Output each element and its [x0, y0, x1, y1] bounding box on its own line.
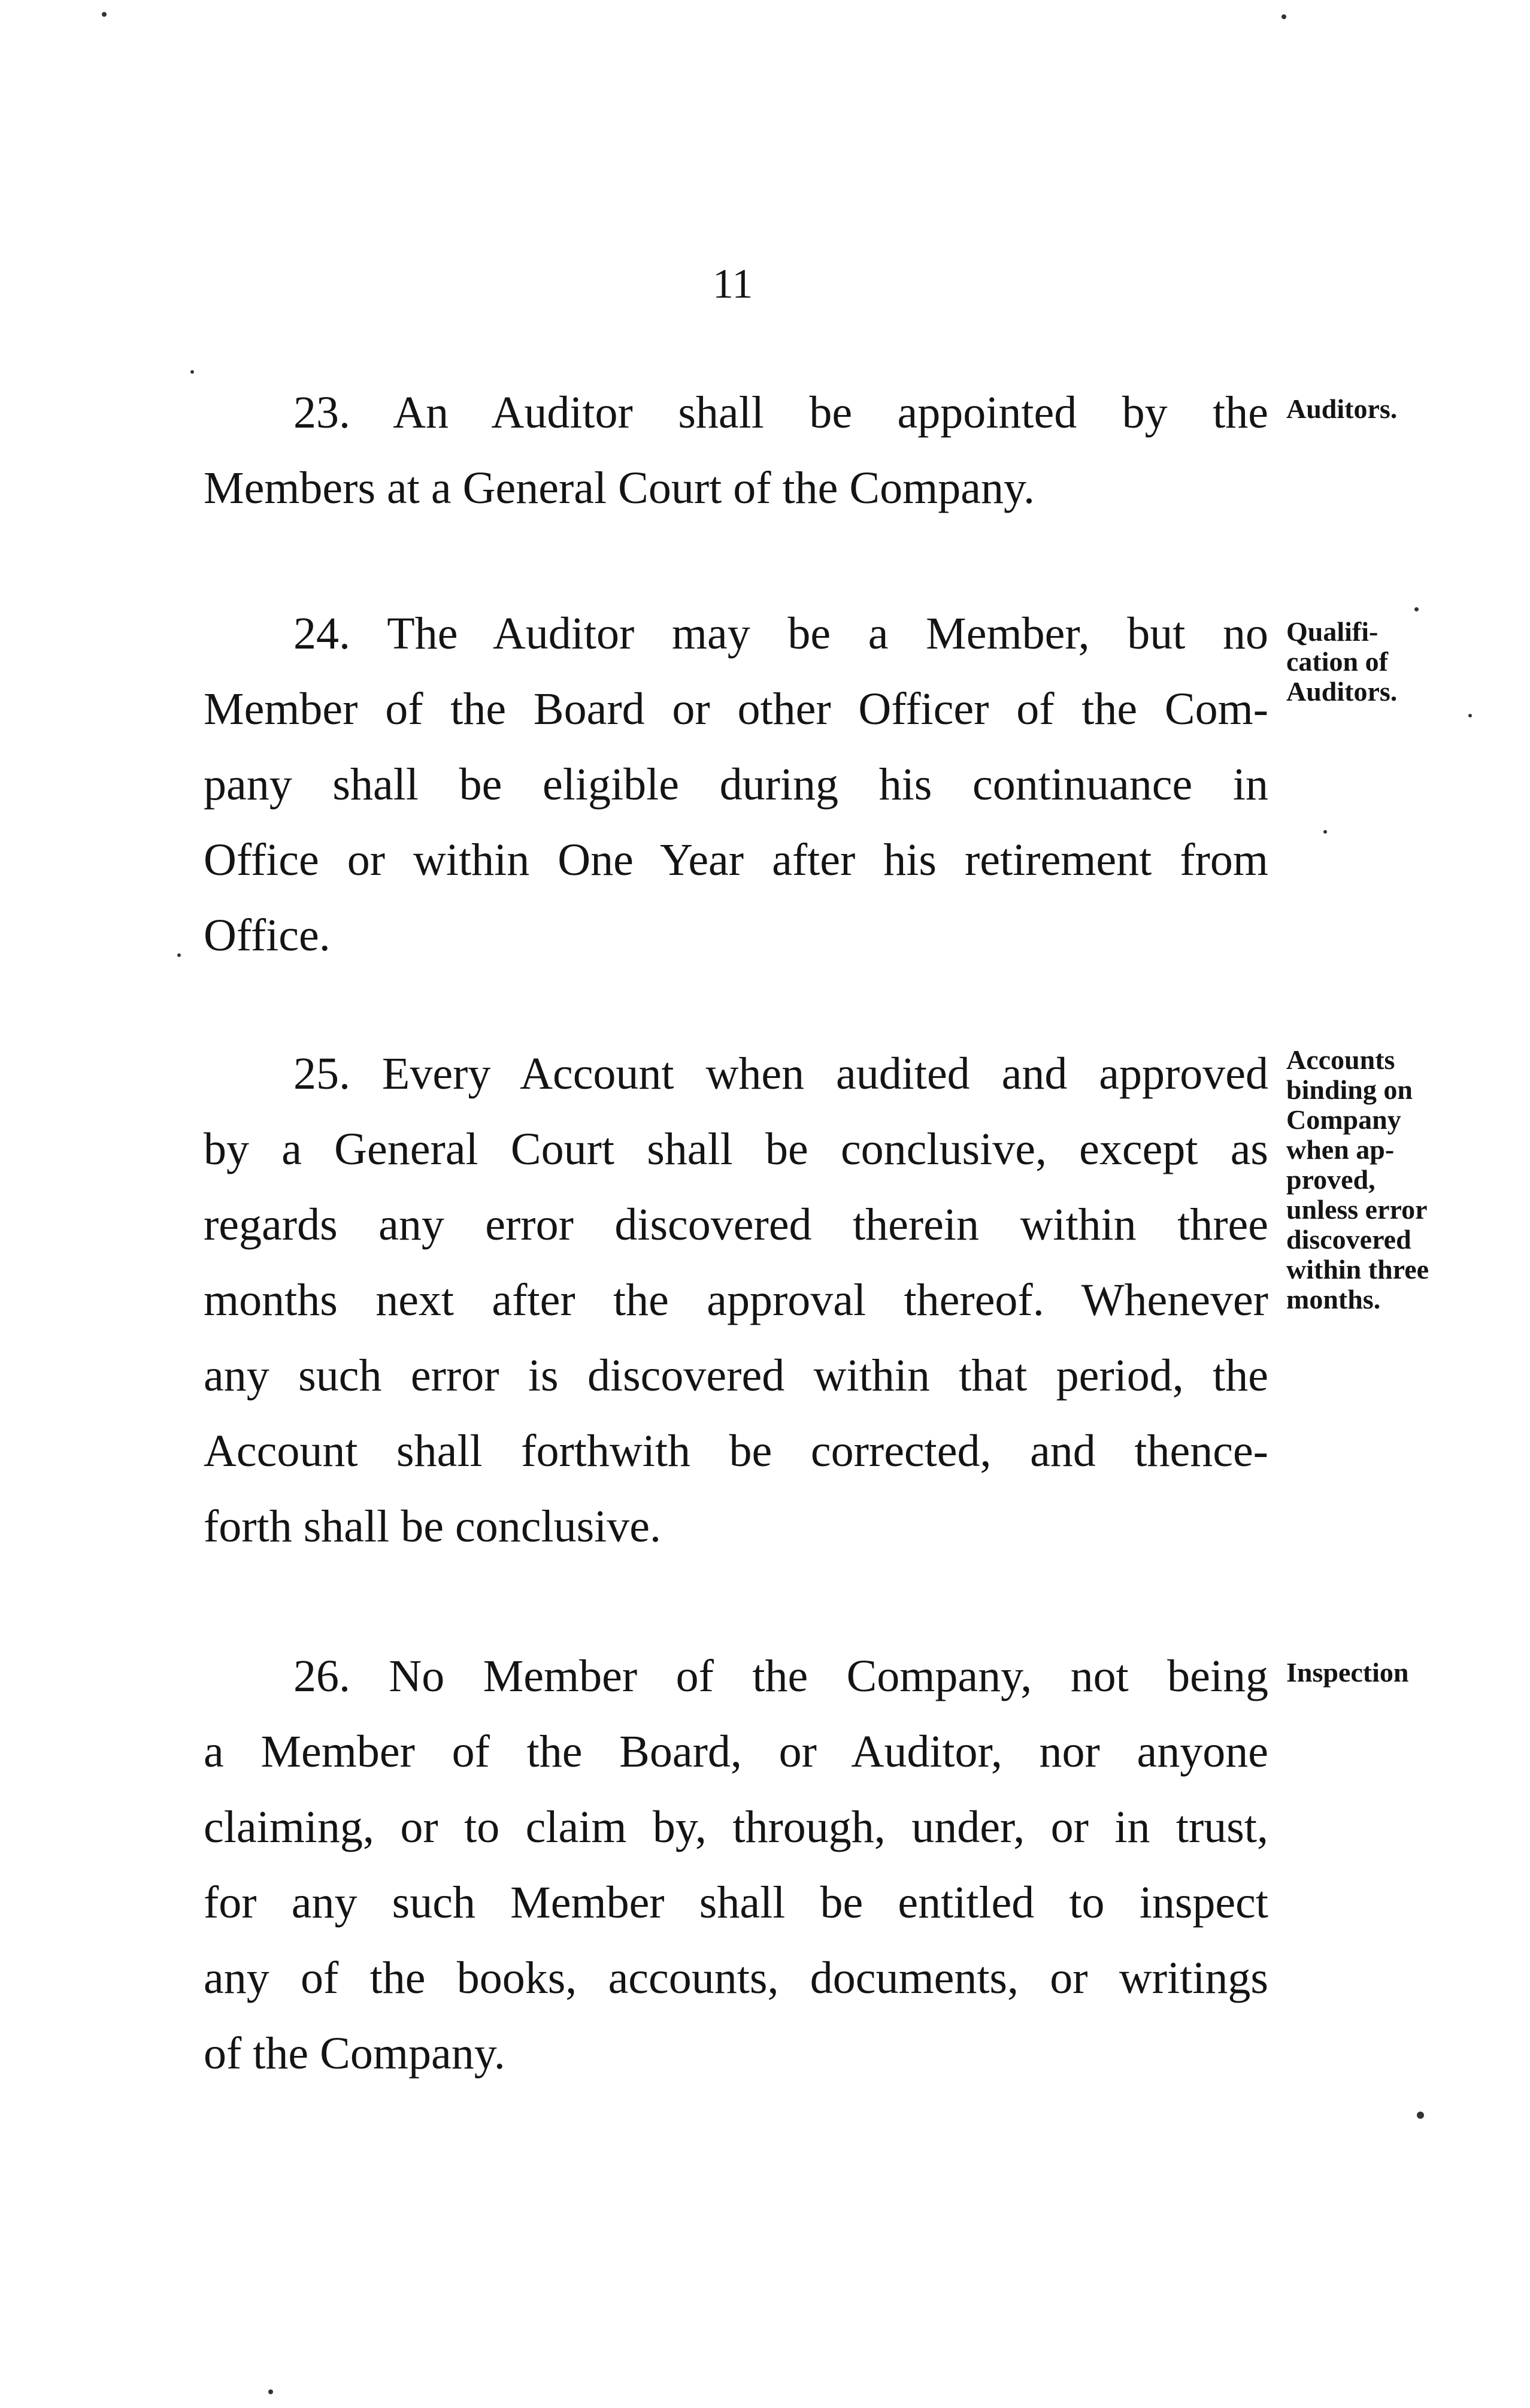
margin-note-accounts-binding: [1286, 1045, 1429, 1314]
article-line: Member of the Board or other Officer of the Com-: [204, 684, 1268, 734]
page-number: 11: [713, 261, 753, 307]
scan-speck: [1281, 14, 1286, 19]
article-line: Account shall forthwith be corrected, and thence-: [204, 1426, 1268, 1476]
margin-note-line: when ap-: [1286, 1134, 1395, 1165]
article-number: 23.: [293, 387, 350, 438]
article-line: of the Company.: [204, 2028, 505, 2079]
article-line: by a General Court shall be conclusive, except as: [204, 1124, 1268, 1174]
article-line: any of the books, accounts, documents, or writings: [204, 1953, 1268, 2003]
article-line: 23. An Auditor shall be appointed by the: [293, 387, 1268, 438]
margin-note-line: Accounts: [1286, 1044, 1395, 1075]
margin-note-line: Auditors.: [1286, 676, 1398, 707]
margin-note-line: cation of: [1286, 646, 1388, 677]
article-line: 26. No Member of the Company, not being: [293, 1651, 1268, 1701]
margin-note-line: months.: [1286, 1284, 1381, 1314]
margin-note-line: Company: [1286, 1104, 1401, 1135]
article-line: forth shall be conclusive.: [204, 1501, 662, 1552]
margin-note-line: proved,: [1286, 1164, 1376, 1195]
scan-speck: [190, 370, 194, 374]
margin-note-line: binding on: [1286, 1074, 1413, 1105]
margin-note-line: Inspection: [1286, 1657, 1409, 1688]
article-line: Office or within One Year after his retirement from: [204, 835, 1268, 885]
article-line: 24. The Auditor may be a Member, but no: [293, 608, 1268, 659]
margin-note-line: Qualifi-: [1286, 616, 1378, 647]
scan-speck: [1323, 830, 1327, 834]
article-line: claiming, or to claim by, through, under, or in trust,: [204, 1802, 1268, 1852]
article-line: regards any error discovered therein within three: [204, 1200, 1268, 1250]
scan-speck: [1468, 714, 1472, 717]
margin-note-line: within three: [1286, 1254, 1429, 1285]
article-26: [204, 1638, 1268, 2091]
article-line: 25. Every Account when audited and approved: [293, 1049, 1268, 1099]
margin-note-line: Auditors.: [1286, 393, 1398, 424]
article-line: Members at a General Court of the Company.: [204, 463, 1035, 513]
scan-speck: [102, 12, 107, 17]
article-line: any such error is discovered within that period, the: [204, 1350, 1268, 1401]
article-line: pany shall be eligible during his continuance in: [204, 759, 1268, 810]
margin-note-qualification: [1286, 617, 1397, 707]
margin-note-line: discovered: [1286, 1224, 1411, 1255]
scan-speck: [177, 953, 181, 957]
article-23: [204, 375, 1268, 526]
article-line: months next after the approval thereof. Whenever: [204, 1275, 1268, 1325]
article-number: 26.: [293, 1651, 350, 1701]
article-line: for any such Member shall be entitled to inspect: [204, 1877, 1268, 1928]
scan-speck: [1417, 2112, 1424, 2119]
margin-note-inspection: [1286, 1658, 1408, 1688]
margin-note-auditors: [1286, 394, 1397, 424]
article-24: [204, 596, 1268, 973]
article-line: Office.: [204, 910, 331, 961]
article-number: 24.: [293, 608, 350, 659]
scan-speck: [268, 2389, 273, 2394]
margin-note-line: unless error: [1286, 1194, 1428, 1225]
article-line: a Member of the Board, or Auditor, nor anyone: [204, 1727, 1268, 1777]
article-number: 25.: [293, 1049, 350, 1099]
scan-speck: [1414, 607, 1419, 611]
article-25: [204, 1036, 1268, 1564]
